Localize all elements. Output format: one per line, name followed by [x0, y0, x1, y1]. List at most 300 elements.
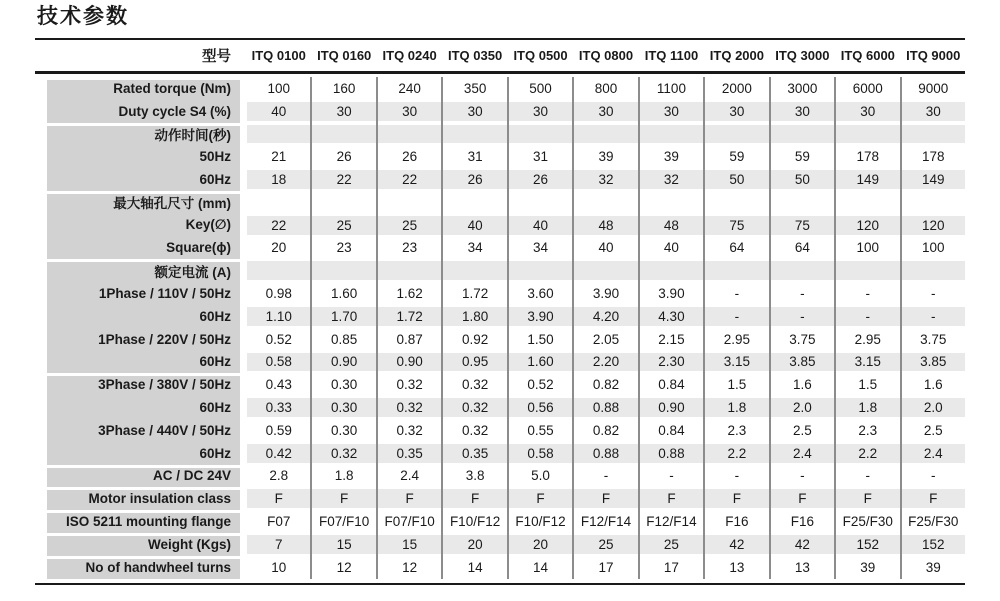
- table-row: [35, 100, 965, 123]
- data-cell: [441, 259, 506, 282]
- data-cell: F: [441, 487, 506, 510]
- row-label: 最大轴孔尺寸 (mm): [47, 191, 240, 214]
- row-label: ISO 5211 mounting flange: [47, 510, 240, 533]
- data-cell: F25/F30: [834, 510, 899, 533]
- data-cell: 20: [507, 533, 572, 556]
- table-row: [35, 191, 965, 214]
- spec-table: [35, 40, 965, 585]
- row-label: 3Phase / 440V / 50Hz: [47, 419, 240, 442]
- data-cell: 14: [507, 556, 572, 579]
- data-cell: 0.58: [507, 442, 572, 465]
- data-cell: -: [703, 465, 768, 488]
- model-header-cell: ITQ 6000: [840, 48, 895, 63]
- data-cell: [769, 259, 834, 282]
- data-cell: -: [769, 305, 834, 328]
- row-data: [240, 282, 965, 305]
- data-cell: 1.60: [507, 351, 572, 374]
- model-header-cell: ITQ 0500: [513, 48, 568, 63]
- data-cell: [247, 191, 310, 214]
- data-cell: 15: [310, 533, 375, 556]
- data-cell: 26: [376, 145, 441, 168]
- data-cell: 42: [769, 533, 834, 556]
- row-label: 1Phase / 110V / 50Hz: [47, 282, 240, 305]
- data-cell: 39: [834, 556, 899, 579]
- row-data: [240, 100, 965, 123]
- data-cell: 14: [441, 556, 506, 579]
- data-cell: 12: [310, 556, 375, 579]
- data-cell: 2.2: [703, 442, 768, 465]
- data-cell: 0.32: [441, 419, 506, 442]
- model-header-cell: ITQ 1100: [644, 48, 699, 63]
- row-label: 动作时间(秒): [47, 123, 240, 146]
- data-cell: 178: [900, 145, 965, 168]
- row-label: 60Hz: [47, 351, 240, 374]
- data-cell: 48: [638, 214, 703, 237]
- data-cell: F: [310, 487, 375, 510]
- model-header-cell: ITQ 0160: [317, 48, 372, 63]
- data-cell: 34: [507, 237, 572, 260]
- data-cell: 0.90: [376, 351, 441, 374]
- data-cell: 3.90: [572, 282, 637, 305]
- data-cell: F10/F12: [441, 510, 506, 533]
- data-cell: [247, 123, 310, 146]
- data-cell: 160: [310, 77, 375, 100]
- data-cell: [638, 191, 703, 214]
- row-label: 1Phase / 220V / 50Hz: [47, 328, 240, 351]
- data-cell: 0.32: [441, 396, 506, 419]
- row-label: 额定电流 (A): [47, 259, 240, 282]
- data-cell: 2.5: [769, 419, 834, 442]
- data-cell: 1.8: [834, 396, 899, 419]
- row-label: 60Hz: [47, 442, 240, 465]
- data-cell: -: [703, 282, 768, 305]
- data-cell: 34: [441, 237, 506, 260]
- data-cell: 1100: [638, 77, 703, 100]
- data-cell: [900, 259, 965, 282]
- data-cell: -: [638, 465, 703, 488]
- data-cell: 30: [703, 100, 768, 123]
- data-cell: 0.55: [507, 419, 572, 442]
- row-label: Weight (Kgs): [47, 533, 240, 556]
- data-cell: 1.80: [441, 305, 506, 328]
- data-cell: -: [769, 465, 834, 488]
- data-cell: 0.32: [310, 442, 375, 465]
- data-cell: F16: [769, 510, 834, 533]
- data-cell: 0.88: [572, 442, 637, 465]
- row-label: Rated torque (Nm): [47, 77, 240, 100]
- data-cell: [703, 259, 768, 282]
- row-label: 60Hz: [47, 168, 240, 191]
- data-cell: 0.98: [265, 286, 292, 302]
- data-cell: 0.59: [265, 422, 292, 438]
- table-row: [35, 442, 965, 465]
- data-cell: 2.8: [269, 468, 289, 484]
- data-cell: 1.72: [376, 305, 441, 328]
- data-cell: [638, 123, 703, 146]
- data-cell: 5.0: [507, 465, 572, 488]
- data-cell: [769, 191, 834, 214]
- table-row: [35, 533, 965, 556]
- data-cell: [572, 191, 637, 214]
- data-cell: 152: [900, 533, 965, 556]
- data-cell: 48: [572, 214, 637, 237]
- data-cell: 59: [769, 145, 834, 168]
- data-cell: 31: [441, 145, 506, 168]
- data-cell: F: [900, 487, 965, 510]
- data-cell: 2.3: [703, 419, 768, 442]
- bottom-rule: [35, 583, 965, 585]
- row-data: [240, 145, 965, 168]
- data-cell: [376, 259, 441, 282]
- data-cell: F12/F14: [572, 510, 637, 533]
- table-row: [35, 77, 965, 100]
- data-cell: 0.32: [441, 373, 506, 396]
- data-cell: [834, 191, 899, 214]
- data-cell: 2.3: [834, 419, 899, 442]
- data-cell: 0.95: [441, 351, 506, 374]
- row-label: 60Hz: [47, 396, 240, 419]
- data-cell: 15: [376, 533, 441, 556]
- row-data: [240, 168, 965, 191]
- row-label: Square(ϕ): [47, 237, 240, 260]
- data-cell: 26: [310, 145, 375, 168]
- model-header-cell: ITQ 0240: [382, 48, 437, 63]
- row-data: [240, 465, 965, 488]
- data-cell: 2.4: [769, 442, 834, 465]
- row-data: [240, 259, 965, 282]
- data-cell: 2.30: [638, 351, 703, 374]
- data-cell: -: [834, 305, 899, 328]
- table-row: [35, 351, 965, 374]
- data-cell: -: [703, 305, 768, 328]
- data-cell: 23: [376, 237, 441, 260]
- model-header-cell: ITQ 9000: [906, 48, 961, 63]
- row-label: 50Hz: [47, 145, 240, 168]
- row-label: No of handwheel turns: [47, 556, 240, 579]
- data-cell: [769, 123, 834, 146]
- data-cell: 22: [376, 168, 441, 191]
- data-cell: 30: [769, 100, 834, 123]
- table-row: [35, 373, 965, 396]
- data-cell: [310, 123, 375, 146]
- data-cell: F10/F12: [507, 510, 572, 533]
- row-label: 60Hz: [47, 305, 240, 328]
- data-cell: 149: [834, 168, 899, 191]
- data-cell: 64: [703, 237, 768, 260]
- data-cell: [900, 191, 965, 214]
- data-cell: 1.70: [310, 305, 375, 328]
- data-cell: 0.52: [507, 373, 572, 396]
- row-label: Duty cycle S4 (%): [47, 100, 240, 123]
- data-cell: [572, 123, 637, 146]
- table-row: [35, 510, 965, 533]
- data-cell: 21: [271, 149, 287, 165]
- data-cell: -: [834, 465, 899, 488]
- row-data: [240, 351, 965, 374]
- data-cell: 26: [441, 168, 506, 191]
- data-cell: 23: [310, 237, 375, 260]
- data-cell: 40: [572, 237, 637, 260]
- data-cell: 75: [769, 214, 834, 237]
- data-cell: 9000: [900, 77, 965, 100]
- row-data: [240, 77, 965, 100]
- data-cell: 3.15: [703, 351, 768, 374]
- data-cell: 40: [638, 237, 703, 260]
- table-row: [35, 396, 965, 419]
- data-cell: 2.2: [834, 442, 899, 465]
- data-cell: 42: [703, 533, 768, 556]
- data-cell: 6000: [834, 77, 899, 100]
- data-cell: 26: [507, 168, 572, 191]
- data-cell: 30: [310, 100, 375, 123]
- data-cell: 50: [769, 168, 834, 191]
- data-cell: 350: [441, 77, 506, 100]
- data-cell: 0.30: [310, 373, 375, 396]
- data-cell: 120: [900, 214, 965, 237]
- data-cell: -: [834, 282, 899, 305]
- data-cell: 25: [376, 214, 441, 237]
- data-cell: 0.84: [638, 373, 703, 396]
- model-header-cell: ITQ 0800: [578, 48, 634, 63]
- data-cell: 50: [703, 168, 768, 191]
- data-cell: 3.90: [638, 282, 703, 305]
- data-cell: 0.56: [507, 396, 572, 419]
- data-cell: 25: [310, 214, 375, 237]
- data-cell: 4.30: [638, 305, 703, 328]
- data-cell: 0.32: [376, 419, 441, 442]
- row-data: [240, 396, 965, 419]
- data-cell: 17: [638, 556, 703, 579]
- data-cell: 3.75: [769, 328, 834, 351]
- data-cell: 2.5: [900, 419, 965, 442]
- data-cell: 32: [572, 168, 637, 191]
- data-cell: [507, 123, 572, 146]
- data-cell: 10: [271, 559, 287, 575]
- data-cell: [703, 123, 768, 146]
- data-cell: F07: [267, 514, 291, 530]
- data-cell: 30: [376, 100, 441, 123]
- row-data: [240, 328, 965, 351]
- data-cell: 30: [572, 100, 637, 123]
- data-cell: 0.87: [376, 328, 441, 351]
- row-data: [240, 214, 965, 237]
- data-cell: F07/F10: [310, 510, 375, 533]
- data-cell: 100: [267, 80, 290, 96]
- data-cell: 64: [769, 237, 834, 260]
- data-cell: F: [638, 487, 703, 510]
- row-data: [240, 373, 965, 396]
- data-cell: 2.0: [769, 396, 834, 419]
- data-cell: 1.8: [703, 396, 768, 419]
- data-cell: 75: [703, 214, 768, 237]
- data-cell: 40: [507, 214, 572, 237]
- data-cell: 4.20: [572, 305, 637, 328]
- row-data: [240, 556, 965, 579]
- data-cell: [310, 191, 375, 214]
- row-data: [240, 123, 965, 146]
- data-cell: 0.88: [638, 442, 703, 465]
- data-cell: 2.15: [638, 328, 703, 351]
- data-cell: 0.52: [265, 331, 292, 347]
- data-cell: 13: [769, 556, 834, 579]
- data-cell: 3.15: [834, 351, 899, 374]
- data-cell: 1.62: [376, 282, 441, 305]
- data-cell: 12: [376, 556, 441, 579]
- data-cell: 178: [834, 145, 899, 168]
- data-cell: 3.60: [507, 282, 572, 305]
- data-cell: [441, 123, 506, 146]
- data-cell: 152: [834, 533, 899, 556]
- data-cell: [310, 259, 375, 282]
- data-cell: 25: [572, 533, 637, 556]
- data-cell: 0.32: [376, 373, 441, 396]
- data-cell: 2.20: [572, 351, 637, 374]
- data-cell: 500: [507, 77, 572, 100]
- data-cell: [900, 123, 965, 146]
- table-row: [35, 259, 965, 282]
- table-row: [35, 123, 965, 146]
- data-cell: 0.43: [265, 377, 292, 393]
- table-row: [35, 168, 965, 191]
- data-cell: 0.90: [638, 396, 703, 419]
- model-column-header: 型号: [202, 49, 231, 65]
- data-cell: 120: [834, 214, 899, 237]
- data-cell: 2.4: [900, 442, 965, 465]
- data-cell: F: [769, 487, 834, 510]
- data-cell: F: [376, 487, 441, 510]
- row-label: 3Phase / 380V / 50Hz: [47, 373, 240, 396]
- row-data: [240, 305, 965, 328]
- data-cell: 22: [310, 168, 375, 191]
- data-cell: 1.72: [441, 282, 506, 305]
- data-cell: [507, 191, 572, 214]
- data-cell: 2.95: [703, 328, 768, 351]
- data-cell: [572, 259, 637, 282]
- data-cell: 20: [271, 240, 287, 256]
- data-cell: F: [572, 487, 637, 510]
- data-cell: 0.92: [441, 328, 506, 351]
- data-cell: 1.60: [310, 282, 375, 305]
- row-data: [240, 237, 965, 260]
- model-header-cell: ITQ 0100: [251, 48, 306, 63]
- row-label: Key(∅): [47, 214, 240, 237]
- data-cell: [376, 123, 441, 146]
- data-cell: 39: [572, 145, 637, 168]
- page-title: 技术参数: [37, 5, 129, 28]
- data-cell: -: [900, 282, 965, 305]
- data-cell: F: [507, 487, 572, 510]
- data-cell: 800: [572, 77, 637, 100]
- table-row: [35, 305, 965, 328]
- data-cell: [834, 259, 899, 282]
- data-cell: -: [769, 282, 834, 305]
- table-row: [35, 487, 965, 510]
- data-cell: 0.88: [572, 396, 637, 419]
- data-cell: 0.30: [310, 396, 375, 419]
- data-cell: 30: [900, 100, 965, 123]
- data-cell: 2.0: [900, 396, 965, 419]
- data-cell: 0.58: [247, 351, 310, 374]
- data-cell: [247, 259, 310, 282]
- data-cell: [834, 123, 899, 146]
- data-cell: 240: [376, 77, 441, 100]
- data-cell: [507, 259, 572, 282]
- data-cell: 40: [247, 100, 310, 123]
- data-cell: 149: [900, 168, 965, 191]
- table-header-row: [35, 40, 965, 71]
- row-data: [240, 191, 965, 214]
- data-cell: 3.90: [507, 305, 572, 328]
- data-cell: F: [703, 487, 768, 510]
- table-row: [35, 419, 965, 442]
- data-cell: 13: [703, 556, 768, 579]
- table-row: [35, 214, 965, 237]
- data-cell: 0.82: [572, 373, 637, 396]
- data-cell: 25: [638, 533, 703, 556]
- data-cell: 1.6: [900, 373, 965, 396]
- data-cell: 40: [441, 214, 506, 237]
- data-cell: 1.8: [310, 465, 375, 488]
- data-cell: 31: [507, 145, 572, 168]
- data-cell: 39: [900, 556, 965, 579]
- data-cell: F07/F10: [376, 510, 441, 533]
- row-data: [240, 487, 965, 510]
- data-cell: 18: [247, 168, 310, 191]
- row-data: [240, 442, 965, 465]
- data-cell: [703, 191, 768, 214]
- data-cell: 0.30: [310, 419, 375, 442]
- table-row: [35, 465, 965, 488]
- data-cell: 0.85: [310, 328, 375, 351]
- data-cell: 0.82: [572, 419, 637, 442]
- model-header-cells: [240, 48, 965, 63]
- row-data: [240, 419, 965, 442]
- data-cell: [376, 191, 441, 214]
- data-cell: F: [834, 487, 899, 510]
- model-header-cell: ITQ 3000: [775, 48, 830, 63]
- data-cell: 3000: [769, 77, 834, 100]
- data-cell: 30: [507, 100, 572, 123]
- data-cell: 32: [638, 168, 703, 191]
- row-data: [240, 510, 965, 533]
- data-cell: 2.95: [834, 328, 899, 351]
- data-cell: 3.85: [769, 351, 834, 374]
- data-cell: 0.32: [376, 396, 441, 419]
- data-cell: 100: [900, 237, 965, 260]
- data-cell: -: [900, 465, 965, 488]
- data-cell: 30: [441, 100, 506, 123]
- table-row: [35, 237, 965, 260]
- data-cell: 59: [703, 145, 768, 168]
- data-cell: 30: [638, 100, 703, 123]
- model-header-cell: ITQ 0350: [447, 48, 503, 63]
- data-cell: 39: [638, 145, 703, 168]
- data-cell: F16: [703, 510, 768, 533]
- data-cell: 3.75: [900, 328, 965, 351]
- model-header-cell: ITQ 2000: [709, 48, 764, 63]
- data-cell: 0.84: [638, 419, 703, 442]
- data-cell: 22: [247, 214, 310, 237]
- row-label: AC / DC 24V: [47, 465, 240, 488]
- row-data: [240, 533, 965, 556]
- data-cell: 3.85: [900, 351, 965, 374]
- data-cell: 100: [834, 237, 899, 260]
- data-cell: F25/F30: [900, 510, 965, 533]
- data-cell: 1.50: [507, 328, 572, 351]
- data-cell: 3.8: [441, 465, 506, 488]
- data-cell: 30: [834, 100, 899, 123]
- table-body: [35, 74, 965, 582]
